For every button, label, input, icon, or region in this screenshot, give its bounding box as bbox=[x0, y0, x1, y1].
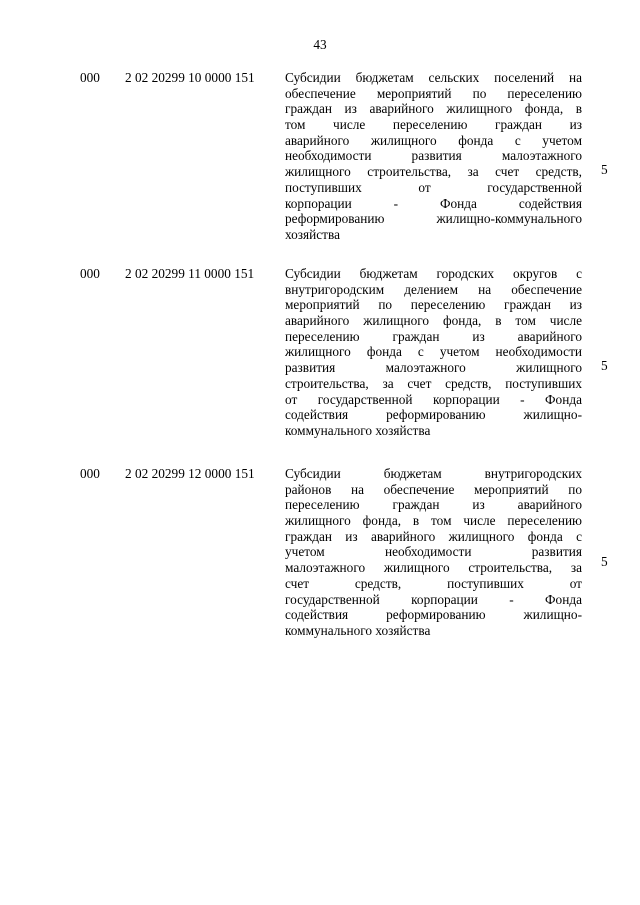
description-line: строительства, за счет средств, поступивших bbox=[285, 375, 582, 391]
description-line: районов на обеспечение мероприятий по bbox=[285, 481, 582, 497]
description-line: хозяйства bbox=[285, 226, 340, 242]
admin-code: 000 bbox=[80, 466, 100, 481]
description-line: учетом необходимости развития bbox=[285, 544, 582, 560]
amount: 5 bbox=[601, 554, 608, 569]
description-line: малоэтажного жилищного строительства, за bbox=[285, 560, 582, 576]
description-line: переселению граждан из аварийного bbox=[285, 497, 582, 513]
description-line: Субсидии бюджетам внутригородских bbox=[285, 466, 582, 481]
budget-classification-code: 2 02 20299 12 0000 151 bbox=[125, 466, 255, 481]
description-line: жилищного фонда, в том числе переселению bbox=[285, 513, 582, 529]
description-line: необходимости развития малоэтажного bbox=[285, 148, 582, 164]
description-line: аварийного жилищного фонда с учетом bbox=[285, 132, 582, 148]
description-line: Субсидии бюджетам городских округов с bbox=[285, 266, 582, 281]
description-line: реформированию жилищно-коммунального bbox=[285, 211, 582, 227]
description-line: жилищного строительства, за счет средств, bbox=[285, 164, 582, 180]
budget-classification-code: 2 02 20299 11 0000 151 bbox=[125, 266, 255, 281]
description-line: содействия реформированию жилищно- bbox=[285, 607, 582, 623]
description-line: переселению граждан из аварийного bbox=[285, 328, 582, 344]
amount: 5 bbox=[601, 358, 608, 373]
description-line: коммунального хозяйства bbox=[285, 622, 431, 638]
budget-classification-code: 2 02 20299 10 0000 151 bbox=[125, 70, 255, 85]
description-line: содействия реформированию жилищно- bbox=[285, 407, 582, 423]
description-line: жилищного фонда с учетом необходимости bbox=[285, 344, 582, 360]
description-line: обеспечение мероприятий по переселению bbox=[285, 85, 582, 101]
admin-code: 000 bbox=[80, 70, 100, 85]
description-line: поступивших от государственной bbox=[285, 179, 582, 195]
description-line: государственной корпорации - Фонда bbox=[285, 591, 582, 607]
description-line: коммунального хозяйства bbox=[285, 422, 431, 438]
description-line: внутригородским делением на обеспечение bbox=[285, 281, 582, 297]
description-line: от государственной корпорации - Фонда bbox=[285, 391, 582, 407]
description-line: том числе переселению граждан из bbox=[285, 117, 582, 133]
description-line: развития малоэтажного жилищного bbox=[285, 360, 582, 376]
description-line: граждан из аварийного жилищного фонда, в bbox=[285, 101, 582, 117]
description-line: аварийного жилищного фонда, в том числе bbox=[285, 313, 582, 329]
row-description bbox=[285, 466, 582, 639]
admin-code: 000 bbox=[80, 266, 100, 281]
description-line: корпорации - Фонда содействия bbox=[285, 195, 582, 211]
row-description bbox=[285, 266, 582, 439]
description-line: мероприятий по переселению граждан из bbox=[285, 297, 582, 313]
page-number: 43 bbox=[313, 37, 327, 52]
amount: 5 bbox=[601, 162, 608, 177]
description-line: Субсидии бюджетам сельских поселений на bbox=[285, 70, 582, 85]
description-line: счет средств, поступивших от bbox=[285, 575, 582, 591]
description-line: граждан из аварийного жилищного фонда с bbox=[285, 528, 582, 544]
row-description bbox=[285, 70, 582, 243]
